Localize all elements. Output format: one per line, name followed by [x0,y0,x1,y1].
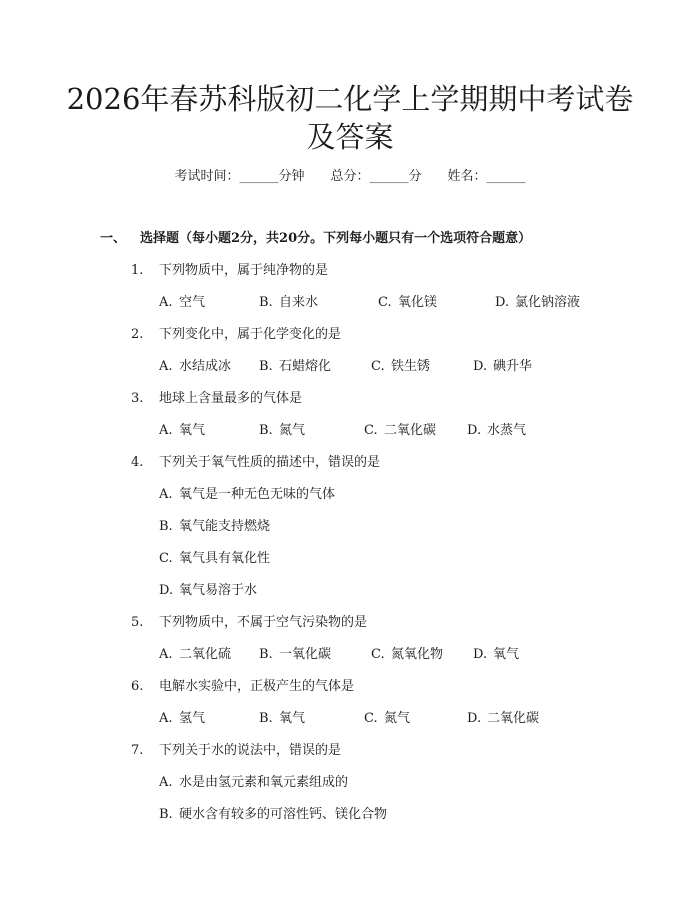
question-text: 地球上含量最多的气体是 [159,391,303,406]
question-number: 5. [131,615,144,630]
option-5b: B. 一氧化碳 [259,647,332,662]
option-1a: A. 空气 [159,295,206,310]
question-number: 2. [131,327,144,342]
option-7b: B. 硬水含有较多的可溶性钙、镁化合物 [159,807,388,822]
option-2b: B. 石蜡熔化 [259,359,332,374]
question-1 [131,262,328,280]
question-7 [131,742,341,760]
option-4c: C. 氧气具有氧化性 [159,551,271,566]
question-text: 下列关于氧气性质的描述中，错误的是 [159,455,381,470]
option-6c: C. 氮气 [364,711,411,726]
option-1c: C. 氧化镁 [378,295,438,310]
option-6b: B. 氧气 [259,711,306,726]
exam-time-field: 考试时间：______分钟 [174,169,305,184]
question-number: 1. [131,263,144,278]
exam-title-line-1: 2026年春苏科版初二化学上学期期中考试卷 [66,82,634,116]
question-3 [131,390,302,408]
question-number: 4. [131,455,144,470]
option-1d: D. 氯化钠溶液 [495,295,581,310]
question-5 [131,614,367,632]
option-5d: D. 氧气 [473,647,520,662]
exam-info-line [0,168,700,186]
option-5a: A. 二氧化硫 [159,647,232,662]
section-1-number: 一、 [100,231,127,246]
exam-title-line-2: 及答案 [306,120,394,154]
question-4 [131,454,380,472]
question-text: 下列变化中，属于化学变化的是 [159,327,342,342]
question-2 [131,326,341,344]
section-1-title: 选择题（每小题2分，共20分。下列每小题只有一个选项符合题意） [140,231,532,246]
option-4a: A. 氧气是一种无色无味的气体 [159,487,336,502]
question-text: 下列物质中，属于纯净物的是 [159,263,329,278]
option-2a: A. 水结成冰 [159,359,232,374]
question-text: 电解水实验中，正极产生的气体是 [159,679,355,694]
question-number: 7. [131,743,144,758]
question-text: 下列物质中，不属于空气污染物的是 [159,615,368,630]
option-3d: D. 水蒸气 [467,423,527,438]
question-number: 3. [131,391,144,406]
option-2d: D. 碘升华 [473,359,533,374]
option-6d: D. 二氧化碳 [467,711,540,726]
option-5c: C. 氮氧化物 [371,647,444,662]
student-name-field: 姓名：______ [447,169,526,184]
question-6 [131,678,354,696]
option-3c: C. 二氧化碳 [364,423,437,438]
question-text: 下列关于水的说法中，错误的是 [159,743,342,758]
option-7a: A. 水是由氢元素和氧元素组成的 [159,775,349,790]
option-1b: B. 自来水 [259,295,319,310]
option-6a: A. 氢气 [159,711,206,726]
question-number: 6. [131,679,144,694]
option-4d: D. 氧气易溶于水 [159,583,258,598]
option-3a: A. 氧气 [159,423,206,438]
total-score-field: 总分：______分 [330,169,422,184]
section-1-heading [100,230,531,248]
option-2c: C. 铁生锈 [371,359,431,374]
option-4b: B. 氧气能支持燃烧 [159,519,271,534]
option-3b: B. 氮气 [259,423,306,438]
